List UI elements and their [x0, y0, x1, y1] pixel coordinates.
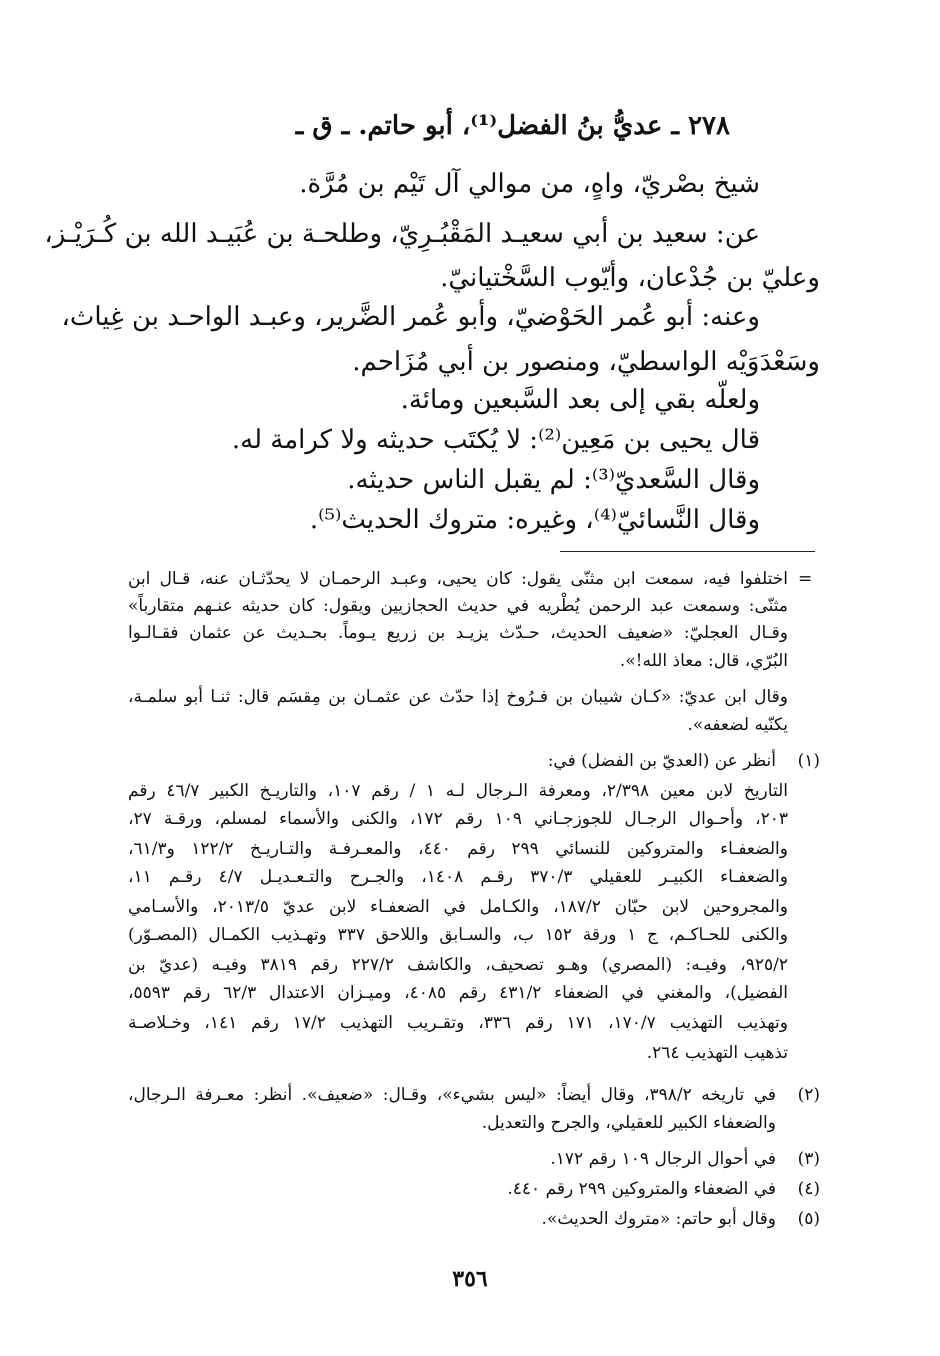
entry-line: وقال السَّعديّ⁽³⁾: لم يقبل الناس حديثه.: [347, 465, 760, 495]
footnote-line: مثنّى: وسمعت عبد الرحمن يُطْريه في حديث الحجازيين ويقول: كان حديثه عنـهم متقارباً»: [128, 596, 788, 616]
entry-line: وسَعْدَوَيْه الواسطيّ، ومنصور بن أبي مُزَاحم.: [352, 347, 820, 377]
footnote-number: (٥): [797, 1209, 820, 1229]
footnote-line: وتهذيب التهذيب ١٧٠/٧، ١٧١ رقم ٣٣٦، وتقـريب التهذيب ١٧/٢ رقم ١٤١، وخـلاصـة: [128, 1013, 789, 1033]
footnote-line: الفضيل)، والمغني في الضعفاء ٤٣١/٢ رقم ٤٠٨٥، وميـزان الاعتدال ٦٢/٣ رقم ٥٥٩٣،: [128, 983, 788, 1003]
entry-heading: ٢٧٨ ـ عديُّ بنُ الفضل⁽¹⁾، أبو حاتم. ـ ق ـ: [295, 111, 730, 141]
footnote-line: ٩٢٥/٢، وفيـه: (المصري) وهـو تصحيف، والكاشف ٢٢٧/٢ رقم ٣٨١٩ وفيـه (عديّ بن: [128, 955, 788, 975]
footnote-line: وقـال العجليّ: «ضعيف الحديث، حـدّث يزيـد بن زريع يـوماً. بحـديث عن عثمان فقـالـوا: [128, 623, 788, 643]
footnote-line: والضعفـاء الكبيـر للعقيلي ٣٧٠/٣ رقـم ١٤٠٨، والجـرح والتـعـديـل ٤/٧ رقـم ١١،: [128, 867, 788, 887]
footnote-number: (٢): [797, 1085, 820, 1105]
entry-line: وعليّ بن جُدْعان، وأيّوب السَّخْتيانيّ.: [440, 263, 820, 293]
entry-line: وقال النَّسائيّ⁽⁴⁾، وغيره: متروك الحديث⁽⁵⁾.: [309, 505, 760, 535]
page-number: ٣٥٦: [452, 1266, 488, 1292]
footnote-line: وقال ابن عديّ: «كـان شيبان بن فـرُوخ إذا حدّث عن عثمـان بن مِقسَم قال: ثنـا أبو سلمـة،: [128, 687, 788, 707]
footnote-line: وقال أبو حاتم: «متروك الحديث».: [541, 1209, 776, 1229]
continuation-mark: =: [798, 569, 813, 589]
footnote-line: والضعفاء الكبير للعقيلي، والجرح والتعديل.: [481, 1113, 776, 1133]
footnote-line: أنظر عن (العديّ بن الفضل) في:: [547, 751, 776, 771]
footnote-line: والضعفـاء والمتروكين للنسائي ٢٩٩ رقم ٤٤٠، والمعـرفـة والتـاريـخ ١٢٢/٢ و٦١/٣،: [128, 839, 788, 859]
footnote-line: اختلفوا فيه، سمعت ابن مثنّى يقول: كان يحيى، وعبـد الرحمـان لا يحدّثـان عنه، قـال ابن: [128, 569, 788, 589]
entry-line: ولعلّه بقي إلى بعد السَّبعين ومائة.: [400, 385, 760, 415]
entry-line: عن: سعيد بن أبي سعيـد المَقْبُـرِيّ، وطلحـة بن عُبَيـد الله بن كُـرَيْـز،: [44, 219, 760, 249]
footnote-separator: [560, 551, 815, 552]
footnote-line: في أحوال الرجال ١٠٩ رقم ١٧٢.: [550, 1149, 776, 1169]
footnote-number: (٤): [797, 1179, 820, 1199]
footnote-line: التاريخ لابن معين ٢/٣٩٨، ومعرفة الـرجال لـه ١ / رقم ١٠٧، والتاريـخ الكبير ٤٦/٧ رقم: [128, 781, 788, 801]
footnote-line: في الضعفاء والمتروكين ٢٩٩ رقم ٤٤٠.: [507, 1179, 776, 1199]
entry-line: شيخ بصْريّ، واهٍ، من موالي آل تَيْم بن مُرَّة.: [299, 169, 760, 199]
footnote-line: في تاريخه ٣٩٨/٢، وقال أيضاً: «ليس بشيء»، وقـال: «ضعيف». أنظر: معـرفة الـرجال،: [128, 1085, 776, 1105]
footnote-line: تذهيب التهذيب ٢٦٤.: [646, 1043, 788, 1063]
footnote-number: (١): [797, 751, 820, 771]
footnote-line: والكنى للحـاكـم، ج ١ ورقة ١٥٢ ب، والسـابق واللاحق ٣٣٧ وتهـذيب الكمـال (المصـوّر): [128, 925, 788, 945]
footnote-line: يكنّيه لضعفه».: [687, 715, 788, 735]
footnote-line: والمجروحين لابن حبّان ١٨٧/٢، والكـامل في الضعفـاء لابن عديّ ٢٠١٣/٥، والأسـامي: [128, 897, 789, 917]
footnote-line: ٢٠٣، وأحـوال الرجـال للجوزجـاني ١٠٩ رقم ١٧٢، والكنى والأسماء لمسلم، ورقـة ٢٧،: [128, 809, 788, 829]
footnote-line: البُرّي، قال: معاذ الله!».: [619, 651, 788, 671]
entry-line: وعنه: أبو عُمر الحَوْضيّ، وأبو عُمر الضَّرير، وعبـد الواحـد بن غِياث،: [61, 302, 760, 332]
entry-line: قال يحيى بن مَعِين⁽²⁾: لا يُكتَب حديثه ولا كرامة له.: [231, 425, 760, 455]
footnote-number: (٣): [797, 1149, 820, 1169]
